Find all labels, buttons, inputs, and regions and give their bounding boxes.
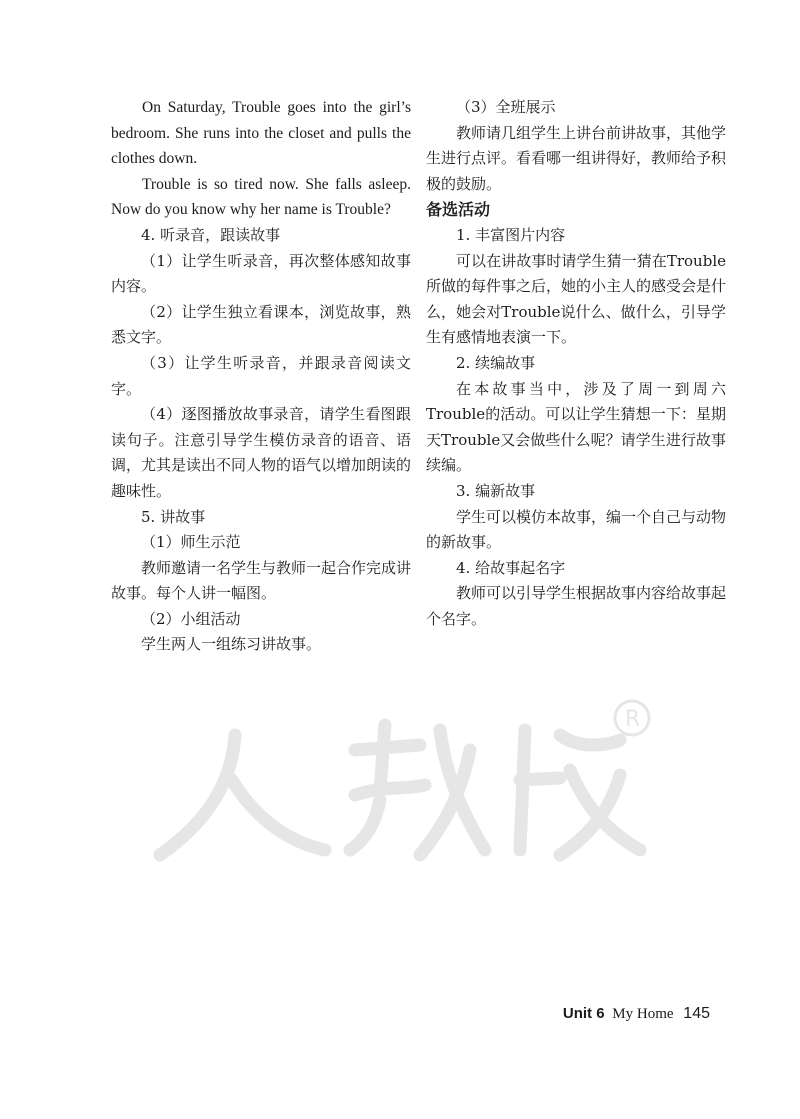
activity-body: 可以在讲故事时请学生猜一猜在Trouble所做的每件事之后，她的小主人的感受会是什么，她会对Trouble说什么、做什么，引导学生有感情地表演一下。 (426, 251, 727, 347)
step-heading: 5. 讲故事 (141, 507, 206, 526)
left-column (111, 95, 411, 658)
watermark-stroke (160, 735, 235, 855)
page-number: 145 (683, 1005, 710, 1022)
right-column (426, 95, 726, 632)
step-item: （1）师生示范 (141, 533, 241, 552)
watermark-stroke (355, 785, 425, 795)
step-item: （3）让学生听录音，并跟录音阅读文字。 (111, 353, 411, 398)
step-item: （2）让学生独立看课本，浏览故事，熟悉文字。 (111, 302, 411, 347)
registered-mark-letter: R (625, 707, 641, 732)
watermark-stroke (560, 735, 620, 745)
story-paragraph: Trouble is so tired now. She falls asleep. Now do you know why her name is Trouble? (111, 175, 411, 219)
watermark-stroke (520, 778, 560, 780)
page-footer (563, 1005, 710, 1023)
watermark-stroke (520, 730, 525, 850)
step-item: 学生两人一组练习讲故事。 (141, 635, 322, 654)
section-title: 备选活动 (426, 200, 491, 220)
activity-heading: 2. 续编故事 (456, 353, 536, 372)
step-item: （3）全班展示 (456, 98, 556, 116)
step-item: （2）小组活动 (141, 609, 241, 628)
watermark-stroke (380, 725, 385, 790)
story-paragraph: On Saturday, Trouble goes into the girl’s bedroom. She runs into the closet and pulls the clothes down. (111, 99, 411, 168)
footer-unit-title: My Home (612, 1006, 674, 1022)
activity-body: 在本故事当中，涉及了周一到周六Trouble的活动。可以让学生猜想一下：星期天Trouble又会做些什么呢？请学生进行故事续编。 (426, 379, 726, 475)
step-heading: 4. 听录音，跟读故事 (141, 225, 281, 244)
step-item: （4）逐图播放故事录音，请学生看图跟读句子。注意引导学生模仿录音的语音、语调，尤其是读出不同人物的语气以增加朗读的趣味性。 (111, 405, 412, 500)
step-item: 教师邀请一名学生与教师一起合作完成讲故事。每个人讲一幅图。 (111, 558, 412, 603)
activity-heading: 4. 给故事起名字 (456, 558, 566, 577)
step-item: 教师请几组学生上讲台前讲故事，其他学生进行点评。看看哪一组讲得好，教师给予积极的鼓励。 (426, 123, 727, 193)
activity-heading: 3. 编新故事 (456, 481, 536, 500)
watermark-stroke (350, 800, 380, 850)
publisher-watermark (140, 690, 660, 880)
activity-body: 教师可以引导学生根据故事内容给故事起个名字。 (426, 584, 727, 628)
watermark-stroke (232, 780, 325, 850)
step-item: （1）让学生听录音，再次整体感知故事内容。 (111, 251, 411, 296)
activity-heading: 1. 丰富图片内容 (456, 225, 566, 244)
footer-unit: Unit 6 (562, 1005, 605, 1022)
activity-body: 学生可以模仿本故事，编一个自己与动物的新故事。 (426, 507, 727, 552)
